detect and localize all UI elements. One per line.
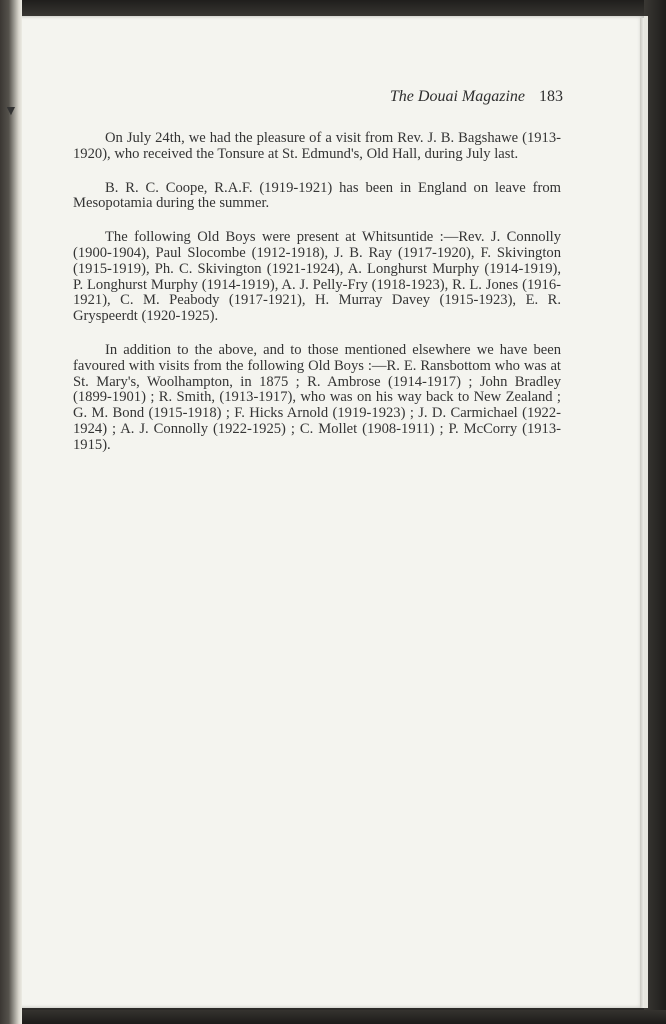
binding-tick-mark: ▼ xyxy=(4,104,18,119)
binding-bottom xyxy=(0,1010,666,1024)
page-edge xyxy=(640,18,644,1008)
running-header xyxy=(390,88,563,106)
paragraph-bagshawe: On July 24th, we had the pleasure of a visit from Rev. J. B. Bagshawe (1913-1920), who received the Tonsure at St. Edmund's, Old Hall, during July last. xyxy=(73,130,561,162)
paragraph-visitors: In addition to the above, and to those mentioned elsewhere we have been favoured with visits from the following Old Boys :—R. E. Ransbottom who was at St. Mary's, Woolhampton, in 1875 ; R. Ambrose (1914-1917) ; John Bradley (1899-1901) ; R. Smith, (1913-1917), who was on his way back to New Zealand ; G. M. Bond (1915-1918) ; F. Hicks Arnold (1919-1923) ; J. D. Carmichael (1922-1924) ; A. J. Connolly (1922-1925) ; C. Mollet (1908-1911) ; P. McCorry (1913-1915). xyxy=(73,341,561,453)
article-body xyxy=(73,131,561,472)
binding-left xyxy=(0,0,22,1024)
magazine-title: The Douai Magazine xyxy=(389,88,525,105)
paragraph-whitsuntide: The following Old Boys were present at Whitsuntide :—Rev. J. Connolly (1900-1904), Paul Slocombe (1912-1918), J. B. Ray (1917-1920), F. Skivington (1915-1919), Ph. C. Skivington (1921-1924), A. Longhurst Murphy (1914-1919), P. Longhurst Murphy (1914-1919), A. J. Pelly-Fry (1918-1923), R. L. Jones (1916-1921), C. M. Peabody (1917-1921), H. Murray Davey (1915-1923), E. R. Gryspeerdt (1920-1925). xyxy=(73,229,561,325)
page-number: 183 xyxy=(539,88,563,105)
paragraph-coope: B. R. C. Coope, R.A.F. (1919-1921) has been in England on leave from Mesopotamia during the summer. xyxy=(73,179,561,212)
